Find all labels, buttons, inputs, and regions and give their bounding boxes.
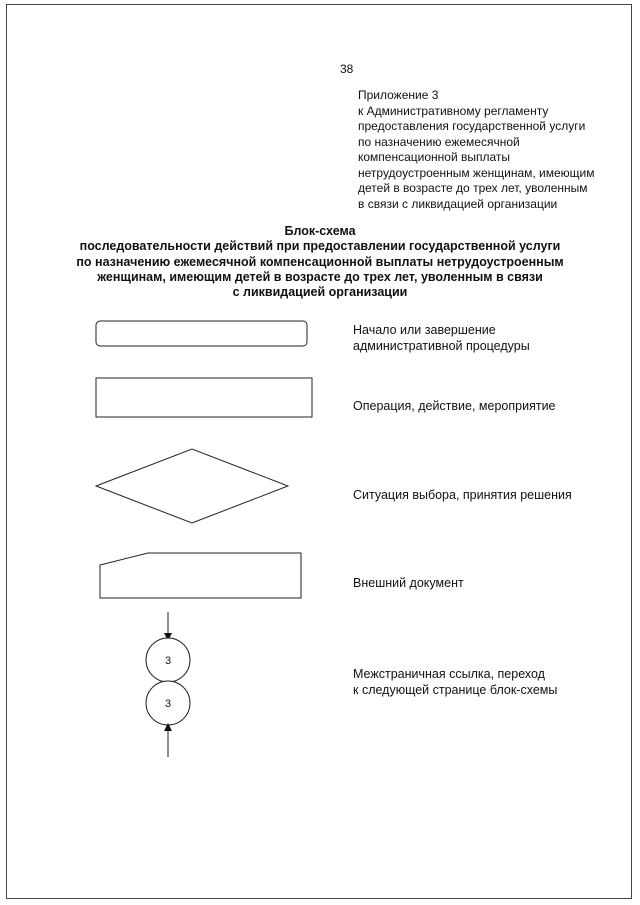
- legend-line: к следующей странице блок-схемы: [353, 683, 558, 697]
- title-line: женщинам, имеющим детей в возрасте до трех лет, уволенным в связи: [97, 269, 543, 284]
- decision-shape: [96, 449, 288, 523]
- appendix-line: детей в возрасте до трех лет, уволенным: [358, 181, 588, 195]
- title-line: с ликвидацией организации: [232, 285, 408, 300]
- title-line: Блок-схема: [284, 224, 356, 238]
- legend-document-text: [353, 575, 464, 591]
- legend-line: Межстраничная ссылка, переход: [353, 667, 545, 681]
- legend-decision-text: [353, 487, 572, 503]
- legend-line: административной процедуры: [353, 339, 530, 353]
- appendix-line: к Административному регламенту: [358, 103, 549, 118]
- legend-line: Ситуация выбора, принятия решения: [353, 488, 572, 502]
- appendix-line: компенсационной выплаты: [358, 150, 511, 164]
- connector-label-top: 3: [164, 655, 172, 667]
- legend-terminator-text: [353, 322, 530, 354]
- terminator-shape: [96, 321, 307, 346]
- appendix-line: по назначению ежемесячной: [358, 134, 520, 149]
- title-line: последовательности действий при предоставлении государственной услуги: [79, 239, 561, 254]
- process-shape: [96, 378, 312, 417]
- legend-connector-text: [353, 666, 557, 698]
- page-number: 38: [340, 62, 354, 76]
- appendix-line: в связи с ликвидацией организации: [358, 196, 558, 211]
- title-line: по назначению ежемесячной компенсационной выплаты нетрудоустроенным: [76, 254, 564, 269]
- appendix-line: Приложение 3: [358, 88, 439, 102]
- legend-line: Начало или завершение: [353, 323, 496, 337]
- appendix-line: предоставления государственной услуги: [358, 119, 586, 133]
- legend-process-text: [353, 398, 556, 414]
- appendix-line: нетрудоустроенным женщинам, имеющим: [358, 165, 595, 180]
- document-shape: [100, 553, 301, 598]
- legend-line: Операция, действие, мероприятие: [353, 399, 556, 413]
- connector-label-bottom: 3: [164, 698, 172, 710]
- legend-line: Внешний документ: [353, 576, 464, 590]
